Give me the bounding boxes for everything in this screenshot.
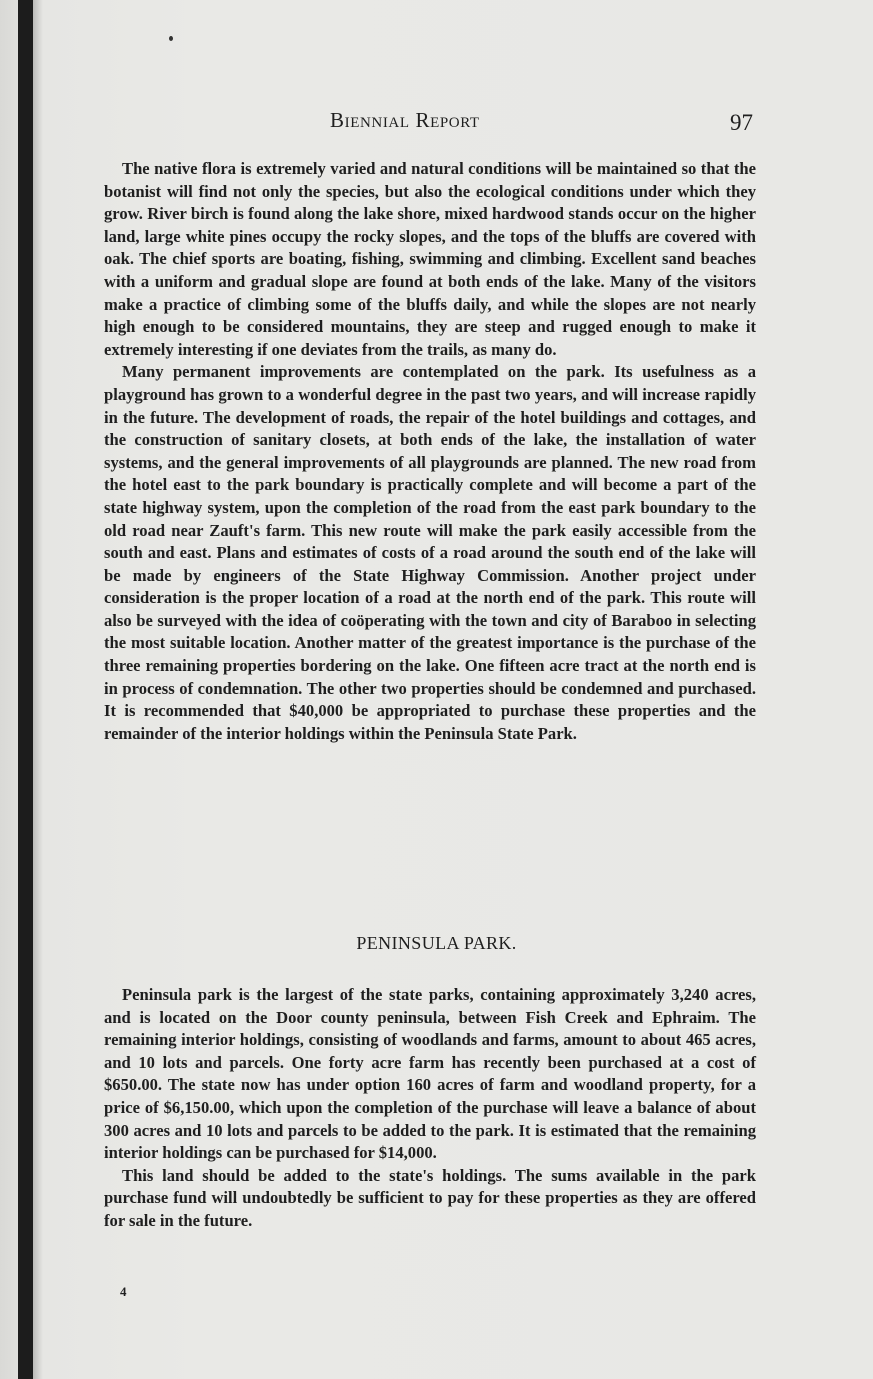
running-head-title: Biennial Report <box>330 108 480 132</box>
signature-mark: 4 <box>120 1284 127 1299</box>
section-heading-peninsula-park: PENINSULA PARK. <box>356 933 517 953</box>
gutter-shadow <box>33 0 43 1379</box>
ink-speck <box>169 36 173 41</box>
page-number: 97 <box>730 110 753 135</box>
paragraph-improvements: Many permanent improvements are contemplated on the park. Its usefulness as a playground has grown to a wonderful degree in the past two years, and will increase rapidly in the future. The development of roads, the repair of the hotel buildings and cottages, and the construction of sanitary closets, at both ends of the lake, the installation of water systems, and the general improvements of all playgrounds are planned. The new road from the hotel east to the park boundary is practically complete and will become a part of the state highway system, upon the completion of the road from the east park boundary to the old road near Zauft's farm. This new route will make the park easily accessible from the south and east. Plans and estimates of costs of a road around the south end of the lake will be made by engineers of the State Highway Commission. Another project under consideration is the proper location of a road at the north end of the park. This route will also be surveyed with the idea of coöperating with the town and city of Baraboo in selecting the most suitable location. Another matter of the greatest importance is the purchase of the three remaining properties bordering on the lake. One fifteen acre tract at the north end is in process of condemnation. The other two properties should be condemned and purchased. It is recommended that $40,000 be appropriated to purchase these properties and the remainder of the interior holdings within the Peninsula State Park. <box>104 362 756 743</box>
section-two-body <box>104 984 756 1233</box>
paragraph-holdings: This land should be added to the state's holdings. The sums available in the park purchase fund will undoubtedly be sufficient to pay for these properties as they are offered for sale in the future. <box>104 1165 756 1230</box>
paragraph-flora: The native flora is extremely varied and natural conditions will be maintained so that the botanist will find not only the species, but also the ecological conditions under which they grow. River birch is found along the lake shore, mixed hardwood stands occur on the higher land, large white pines occupy the rocky slopes, and the tops of the bluffs are covered with oak. The chief sports are boating, fishing, swimming and climbing. Excellent sand beaches with a uniform and gradual slope are found at both ends of the lake. Many of the visitors make a practice of climbing some of the bluffs daily, and while the slopes are not nearly high enough to be considered mountains, they are steep and rugged enough to make it extremely interesting if one deviates from the trails, as many do. <box>104 159 756 359</box>
section-one-body <box>104 158 756 745</box>
paragraph-peninsula: Peninsula park is the largest of the state parks, containing approximately 3,240 acres, and is located on the Door county peninsula, between Fish Creek and Ephraim. The remaining interior holdings, consisting of woodlands and farms, amount to about 465 acres, and 10 lots and parcels. One forty acre farm has recently been purchased at a cost of $650.00. The state now has under option 160 acres of farm and woodland property, for a price of $6,150.00, which upon the completion of the purchase will leave a balance of about 300 acres and 10 lots and parcels to be added to the park. It is estimated that the remaining interior holdings can be purchased for $14,000. <box>104 985 756 1163</box>
book-spine-edge <box>18 0 33 1379</box>
running-head <box>0 108 873 142</box>
